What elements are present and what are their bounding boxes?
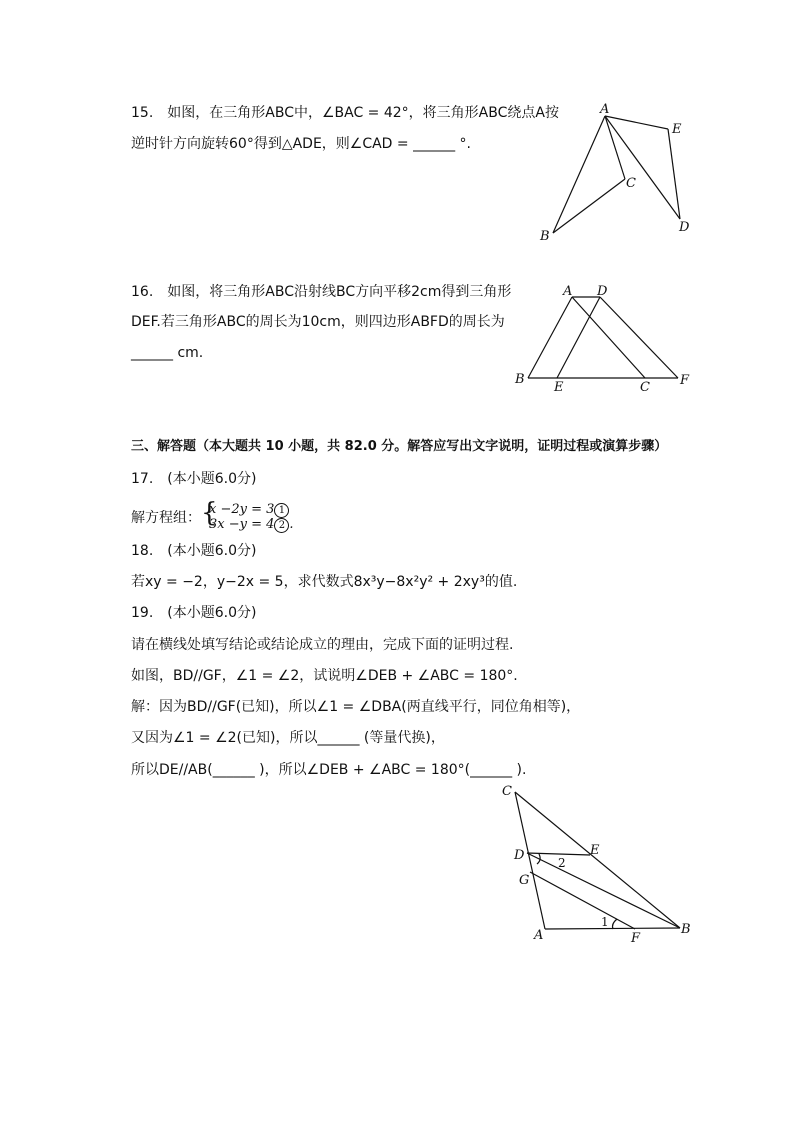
q17-system bbox=[131, 498, 294, 533]
circled-1-icon: 1 bbox=[274, 503, 289, 518]
q17-period: . bbox=[289, 517, 294, 532]
circled-2-icon: 2 bbox=[274, 518, 289, 533]
q16-label-F: F bbox=[680, 373, 690, 388]
q19-number: 19. (本小题6.0分) bbox=[131, 605, 257, 621]
q15-label-B: B bbox=[540, 229, 550, 244]
q19-line1: 请在横线处填写结论或结论成立的理由，完成下面的证明过程. bbox=[131, 637, 514, 653]
q19-label-B: B bbox=[681, 922, 691, 937]
q17-number: 17. (本小题6.0分) bbox=[131, 471, 257, 487]
q19-angle-2-label: 2 bbox=[558, 856, 566, 870]
q16-seg-AC bbox=[572, 297, 645, 378]
q15-seg-BC bbox=[553, 179, 625, 233]
q17-eq2: 3x −y = 4 bbox=[209, 517, 275, 532]
q16-seg-DF bbox=[600, 297, 678, 378]
q17-prompt: 解方程组： bbox=[131, 510, 201, 526]
section-3-heading: 三、解答题（本大题共 10 小题，共 82.0 分。解答应写出文字说明，证明过程或演算步骤） bbox=[131, 439, 668, 454]
q15-figure bbox=[530, 96, 710, 246]
q15-label-C: C bbox=[626, 176, 636, 191]
q17-equation-system bbox=[201, 498, 294, 533]
q19-label-A: A bbox=[534, 928, 544, 943]
q15-line2: 逆时针方向旋转60°得到△ADE，则∠CAD = ______ °. bbox=[131, 136, 471, 152]
q19-angle-1-label: 1 bbox=[601, 915, 609, 929]
q15-label-E: E bbox=[672, 122, 682, 137]
q16-label-A: A bbox=[563, 284, 573, 299]
q16-label-B: B bbox=[515, 372, 525, 387]
brace-icon: { bbox=[201, 498, 218, 528]
angle-1-arc bbox=[613, 919, 618, 929]
q18-number: 18. (本小题6.0分) bbox=[131, 543, 257, 559]
q15-seg-AE bbox=[605, 116, 668, 129]
q15-label-D: D bbox=[679, 220, 690, 235]
q16-line1: 16. 如图，将三角形ABC沿射线BC方向平移2cm得到三角形 bbox=[131, 284, 512, 300]
q19-figure bbox=[495, 780, 700, 945]
q15-label-A: A bbox=[600, 102, 610, 117]
q16-figure bbox=[510, 280, 700, 395]
q19-line3: 解：因为BD//GF(已知)，所以∠1 = ∠DBA(两直线平行，同位角相等)， bbox=[131, 699, 581, 715]
q16-line2: DEF.若三角形ABC的周长为10cm，则四边形ABFD的周长为 bbox=[131, 314, 505, 330]
q16-label-E: E bbox=[554, 380, 564, 395]
q19-label-D: D bbox=[514, 848, 525, 863]
q19-label-F: F bbox=[631, 931, 641, 945]
q19-line5: 所以DE//AB(______ )，所以∠DEB + ∠ABC = 180°(______ ). bbox=[131, 762, 527, 778]
q15-seg-AB bbox=[553, 116, 605, 233]
q16-label-C: C bbox=[640, 380, 650, 395]
q16-seg-DE bbox=[557, 297, 600, 378]
q16-label-D: D bbox=[597, 284, 608, 299]
q19-line2: 如图，BD//GF，∠1 = ∠2，试说明∠DEB + ∠ABC = 180°. bbox=[131, 668, 518, 684]
q19-seg-DE bbox=[527, 853, 590, 855]
q19-label-E: E bbox=[590, 843, 600, 858]
q19-line4: 又因为∠1 = ∠2(已知)，所以______ (等量代换)， bbox=[131, 730, 445, 746]
q16-line3: ______ cm. bbox=[131, 345, 204, 361]
q17-eq1: x −2y = 3 bbox=[209, 502, 275, 517]
q19-label-C: C bbox=[502, 784, 512, 799]
q16-seg-AB bbox=[528, 297, 572, 378]
q15-seg-AC bbox=[605, 116, 625, 179]
q18-text: 若xy = −2，y−2x = 5，求代数式8x³y−8x²y² + 2xy³的值. bbox=[131, 574, 518, 590]
q15-line1: 15. 如图，在三角形ABC中，∠BAC = 42°，将三角形ABC绕点A按 bbox=[131, 105, 559, 121]
q19-label-G: G bbox=[519, 873, 530, 888]
